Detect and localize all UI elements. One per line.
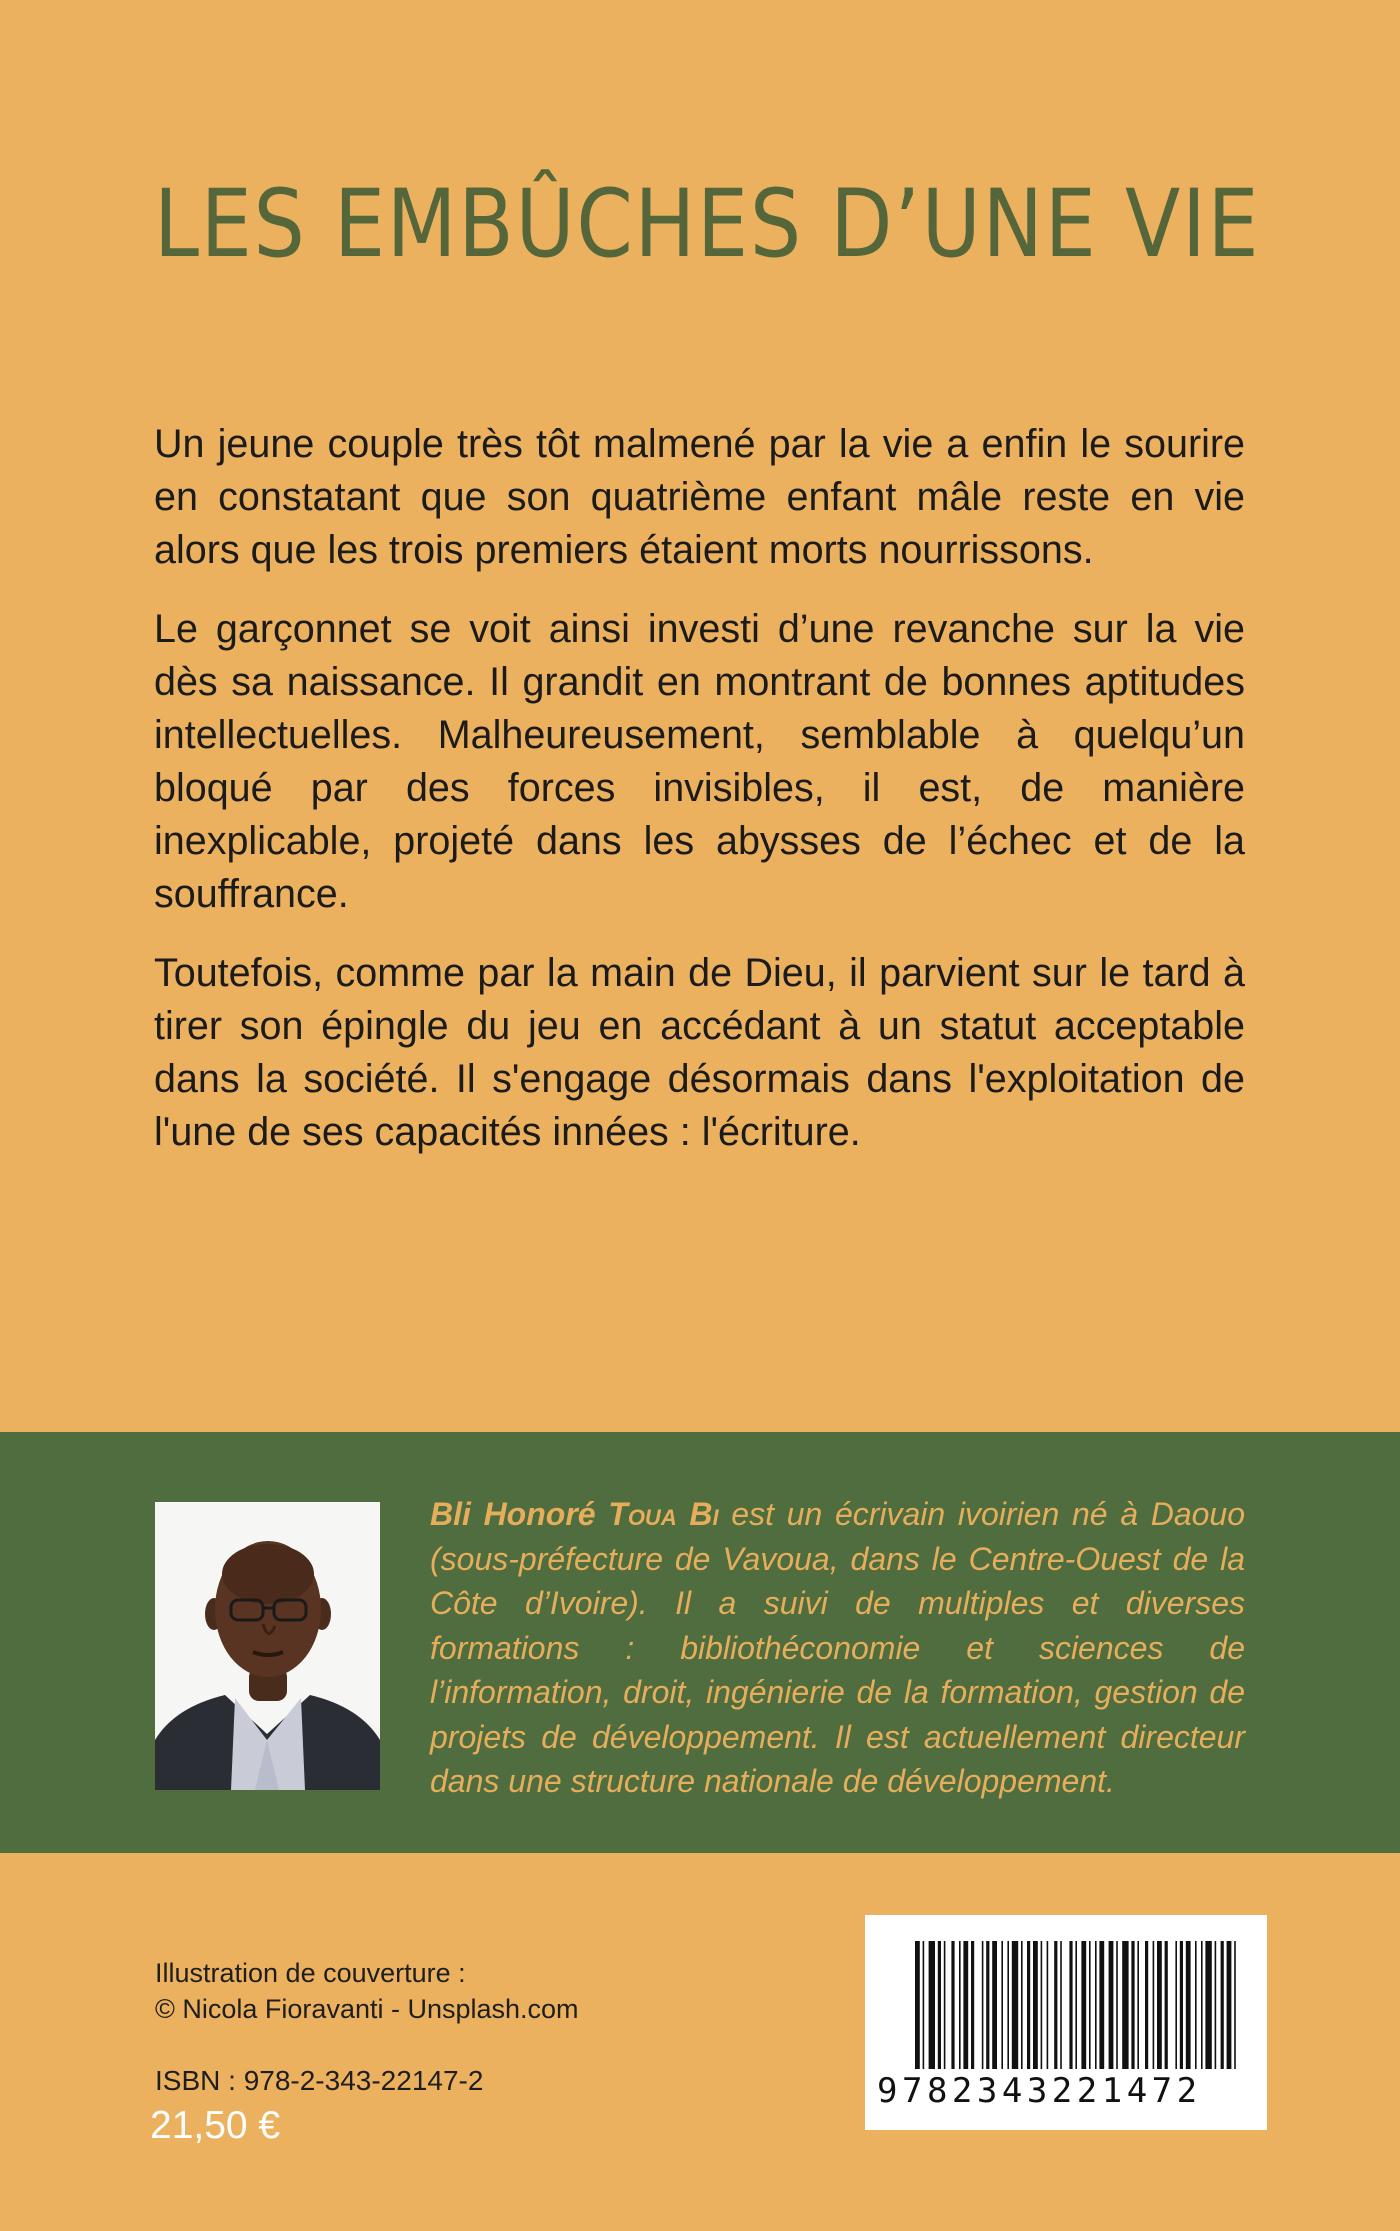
barcode-bar <box>1215 1941 1217 2069</box>
barcode-bar <box>1060 1941 1062 2069</box>
barcode-bar <box>982 1941 984 2069</box>
barcode-bar <box>1075 1941 1077 2069</box>
barcode-bar <box>1175 1941 1177 2069</box>
barcode-bar <box>1153 1941 1155 2069</box>
barcode-bar <box>1201 1941 1203 2069</box>
author-first-name: Bli Honoré <box>430 1496 596 1532</box>
barcode-bar <box>1227 1941 1232 2069</box>
barcode-bar <box>929 1941 935 2069</box>
author-bio-text: est un écrivain ivoirien né à Daouo (sous-préfecture de Vavoua, dans le Centre-Ouest de la Côte d’Ivoire). Il a suivi de multiples et diverses formations : bibliothéconomie et sciences de l’information, droit, ingénierie de la formation, gestion de projets de développement. Il est actuellement directeur dans une structure nationale de développement. <box>430 1496 1246 1799</box>
barcode-bar <box>971 1941 974 2069</box>
cover-credits <box>155 1955 579 2027</box>
price: 21,50 € <box>150 2104 281 2147</box>
barcode <box>865 1915 1267 2130</box>
barcode-bar <box>1145 1941 1148 2069</box>
synopsis-paragraph: Un jeune couple très tôt malmené par la vie a enfin le sourire en constatant que son quatrième enfant mâle reste en vie alors que les trois premiers étaient morts nourrissons. <box>154 422 1245 572</box>
barcode-bar <box>1116 1941 1118 2069</box>
credits-value: © Nicola Fioravanti - Unsplash.com <box>155 1994 579 2024</box>
barcode-bar <box>1069 1941 1072 2069</box>
author-bio <box>430 1492 1245 1804</box>
barcode-bar <box>1033 1941 1038 2069</box>
barcode-bar <box>1095 1941 1097 2069</box>
barcode-bar <box>1041 1941 1043 2069</box>
barcode-bar <box>1012 1941 1018 2069</box>
barcode-bar <box>944 1941 946 2069</box>
author-last-name: Toua Bi <box>608 1496 719 1532</box>
barcode-bar <box>1137 1941 1139 2069</box>
barcode-bar <box>1195 1941 1197 2069</box>
barcode-bar <box>1099 1941 1104 2069</box>
barcode-bar <box>986 1941 989 2069</box>
barcode-digits: 9782343221472 <box>877 2071 1202 2111</box>
barcode-bar <box>1165 1941 1168 2069</box>
barcode-bar <box>1109 1941 1114 2069</box>
barcode-bar <box>963 1941 968 2069</box>
barcode-bar <box>1027 1941 1030 2069</box>
barcode-bar <box>1221 1941 1224 2069</box>
credits-label: Illustration de couverture : <box>155 1958 466 1988</box>
barcode-bar <box>1180 1941 1183 2069</box>
barcode-bar <box>1081 1941 1086 2069</box>
barcode-bar <box>1157 1941 1162 2069</box>
barcode-bar <box>1089 1941 1091 2069</box>
book-title: LES EMBÛCHES D’UNE VIE <box>154 170 1261 279</box>
barcode-bar <box>1054 1941 1057 2069</box>
author-photo <box>155 1502 380 1790</box>
barcode-bar <box>923 1941 925 2069</box>
barcode-bar <box>1047 1941 1049 2069</box>
author-portrait-illustration <box>155 1502 380 1790</box>
barcode-bar <box>951 1941 954 2069</box>
barcode-bar <box>1186 1941 1191 2069</box>
barcode-bar <box>1122 1941 1128 2069</box>
barcode-bar <box>938 1941 941 2069</box>
synopsis <box>154 418 1245 1185</box>
isbn: ISBN : 978-2-343-22147-2 <box>155 2065 484 2096</box>
barcode-bar <box>1001 1941 1003 2069</box>
barcode-bar <box>992 1941 997 2069</box>
barcode-bar <box>1021 1941 1023 2069</box>
synopsis-paragraph: Le garçonnet se voit ainsi investi d’une revanche sur la vie dès sa naissance. Il grandit en montrant de bonnes aptitudes intellectuelles. Malheureusement, semblable à quelqu’un bloqué par des forces invisibles, il est, de manière inexplicable, projeté dans les abysses de l’échec et de la souffrance. <box>154 607 1245 916</box>
barcode-bar <box>915 1941 920 2069</box>
barcode-bar <box>959 1941 961 2069</box>
barcode-bars <box>865 1915 1267 2075</box>
synopsis-paragraph: Toutefois, comme par la main de Dieu, il parvient sur le tard à tirer son épingle du jeu en accédant à un statut acceptable dans la société. Il s'engage désormais dans l'exploitation de l'une de ses capacités innées : l'écriture. <box>154 951 1245 1154</box>
barcode-bar <box>1131 1941 1134 2069</box>
barcode-bar <box>1007 1941 1009 2069</box>
barcode-bar <box>1234 1941 1236 2069</box>
barcode-bar <box>1205 1941 1211 2069</box>
